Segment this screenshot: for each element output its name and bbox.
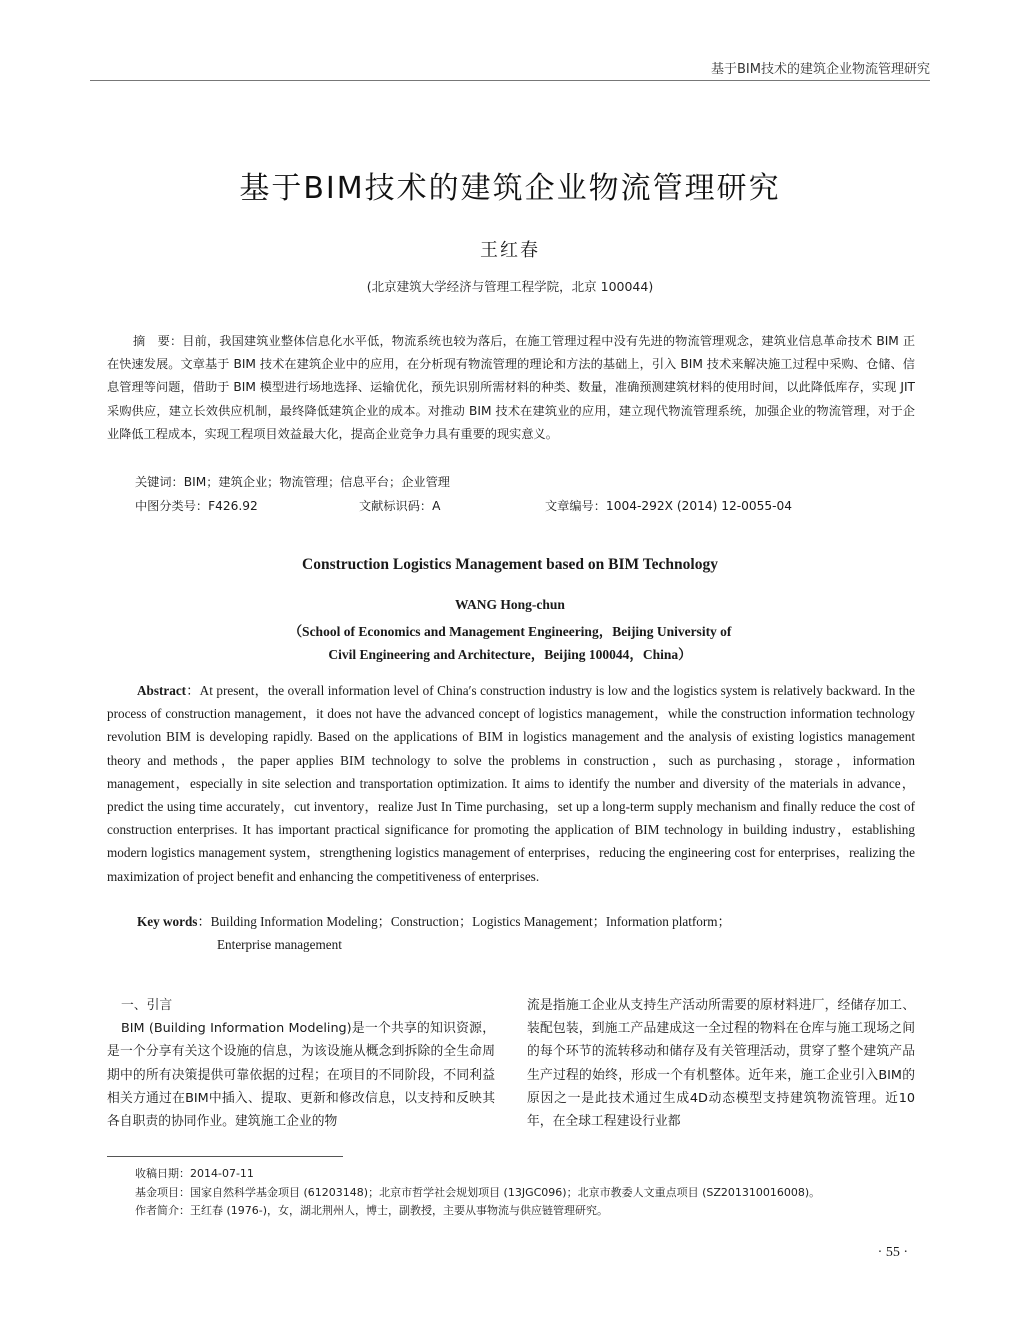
- body-paragraph-left: BIM (Building Information Modeling)是一个共享的知识资源，是一个分享有关这个设施的信息，为该设施从概念到拆除的全生命周期中的所有决策提供可靠依据的过程；在项目的不同阶段，不同利益相关方通过在BIM中插入、提取、更新和修改信息，以支持和反映其各自职责的协同作业。建筑施工企业的物: [107, 1021, 495, 1130]
- clc-number: 中图分类号：F426.92: [135, 499, 258, 513]
- keywords-en-colon: ：: [197, 914, 211, 929]
- keywords-en-line2: Enterprise management: [217, 937, 342, 952]
- footnote-rule: [107, 1156, 343, 1157]
- footnote-author-bio: 作者简介：王红春 (1976-)，女，湖北荆州人，博士，副教授，主要从事物流与供应链管理研究。: [135, 1204, 609, 1217]
- classification-row: [135, 497, 915, 517]
- paper-title-en: Construction Logistics Management based on BIM Technology: [302, 556, 718, 573]
- article-number: 文章编号：1004-292X (2014) 12-0055-04: [545, 499, 793, 513]
- keywords-en-label: Key words: [137, 914, 198, 929]
- page-number: · 55 ·: [877, 1245, 908, 1260]
- section-heading-introduction: 一、引言: [121, 998, 173, 1013]
- running-header: 基于BIM技术的建筑企业物流管理研究: [711, 62, 930, 77]
- abstract-cn-text: 目前，我国建筑业整体信息化水平低，物流系统也较为落后，在施工管理过程中没有先进的物流管理观念，建筑业信息革命技术 BIM 正在快速发展。文章基于 BIM 技术在建筑企业中的应用，在分析现有物流管理的理论和方法的基础上，引入 BIM 技术来解决施工过程中采购、仓储、信息管理等问题，借助于 BIM 模型进行场地选择、运输优化，预先识别所需材料的种类、数量，准确预测建筑材料的使用时间，以此降低库存，实现 JIT 采购供应，建立长效供应机制，最终降低建筑企业的成本。对推动 BIM 技术在建筑业的应用，建立现代物流管理系统，加强企业的物流管理，对于企业降低工程成本，实现工程项目效益最大化，提高企业竞争力具有重要的现实意义。: [107, 334, 916, 441]
- body-column-right: [527, 994, 915, 1133]
- affiliation-cn: (北京建筑大学经济与管理工程学院，北京 100044): [366, 279, 654, 294]
- abstract-cn-label: 摘 要：: [133, 334, 183, 348]
- header-rule: [90, 80, 930, 81]
- footnote-funding: 基金项目：国家自然科学基金项目 (61203148)；北京市哲学社会规划项目 (13JGC096)；北京市教委人文重点项目 (SZ201310016008)。: [135, 1185, 821, 1199]
- footnotes: [135, 1165, 925, 1221]
- document-code: 文献标识码：A: [359, 499, 441, 513]
- abstract-en: [107, 679, 915, 888]
- author-en: WANG Hong-chun: [455, 597, 565, 612]
- keywords-cn: [135, 473, 450, 490]
- abstract-cn: [107, 330, 915, 446]
- keywords-en: [137, 910, 837, 956]
- affiliation-en: [0, 620, 1020, 666]
- keywords-cn-text: BIM；建筑企业；物流管理；信息平台；企业管理: [183, 475, 450, 489]
- author-cn: 王红春: [480, 240, 540, 261]
- footnote-received-date: 收稿日期：2014-07-11: [135, 1167, 254, 1180]
- keywords-en-line1: Building Information Modeling；Construction；Logistics Management；Information platform；: [210, 914, 731, 929]
- body-column-left: [107, 994, 495, 1133]
- abstract-en-text: At present，the overall information level of China′s construction industry is low and the logistics system is relatively backward. In the process of construction management，it does not have the advanced concept of logistics management，while the construction information technology revolution BIM is developing rapidly. Based on the applications of BIM in logistics management and the analysis of existing logistics management theory and methods，the paper applies BIM technology to solve the problems in construction，such as purchasing，storage，information management，especially in site selection and transportation optimization. It aims to identify the number and diversity of the materials in advance，predict the using time accurately，cut inventory，realize Just In Time purchasing，set up a long-term supply mechanism and finally reduce the cost of construction enterprises. It has important practical significance for promoting the application of BIM technology in building industry，establishing modern logistics management system，strengthening logistics management of enterprises，reducing the engineering cost for enterprises，realizing the maximization of project benefit and enhancing the competitiveness of enterprises.: [107, 683, 916, 884]
- affiliation-en-line1: （School of Economics and Management Engineering，Beijing University of: [288, 624, 732, 639]
- body-paragraph-right: 流是指施工企业从支持生产活动所需要的原材料进厂，经储存加工、装配包装，到施工产品建成这一全过程的物料在仓库与施工现场之间的每个环节的流转移动和储存及有关管理活动，贯穿了整个建筑产品生产过程的始终，形成一个有机整体。近年来，施工企业引入BIM的原因之一是此技术通过生成4D动态模型支持建筑物流管理。近10年，在全球工程建设行业都: [527, 998, 915, 1130]
- abstract-en-label: Abstract: [137, 683, 187, 698]
- affiliation-en-line2: Civil Engineering and Architecture，Beijing 100044，China）: [328, 647, 692, 662]
- abstract-en-colon: ：: [186, 683, 200, 698]
- paper-title-cn: 基于BIM技术的建筑企业物流管理研究: [239, 171, 781, 206]
- keywords-cn-label: 关键词：: [135, 475, 184, 489]
